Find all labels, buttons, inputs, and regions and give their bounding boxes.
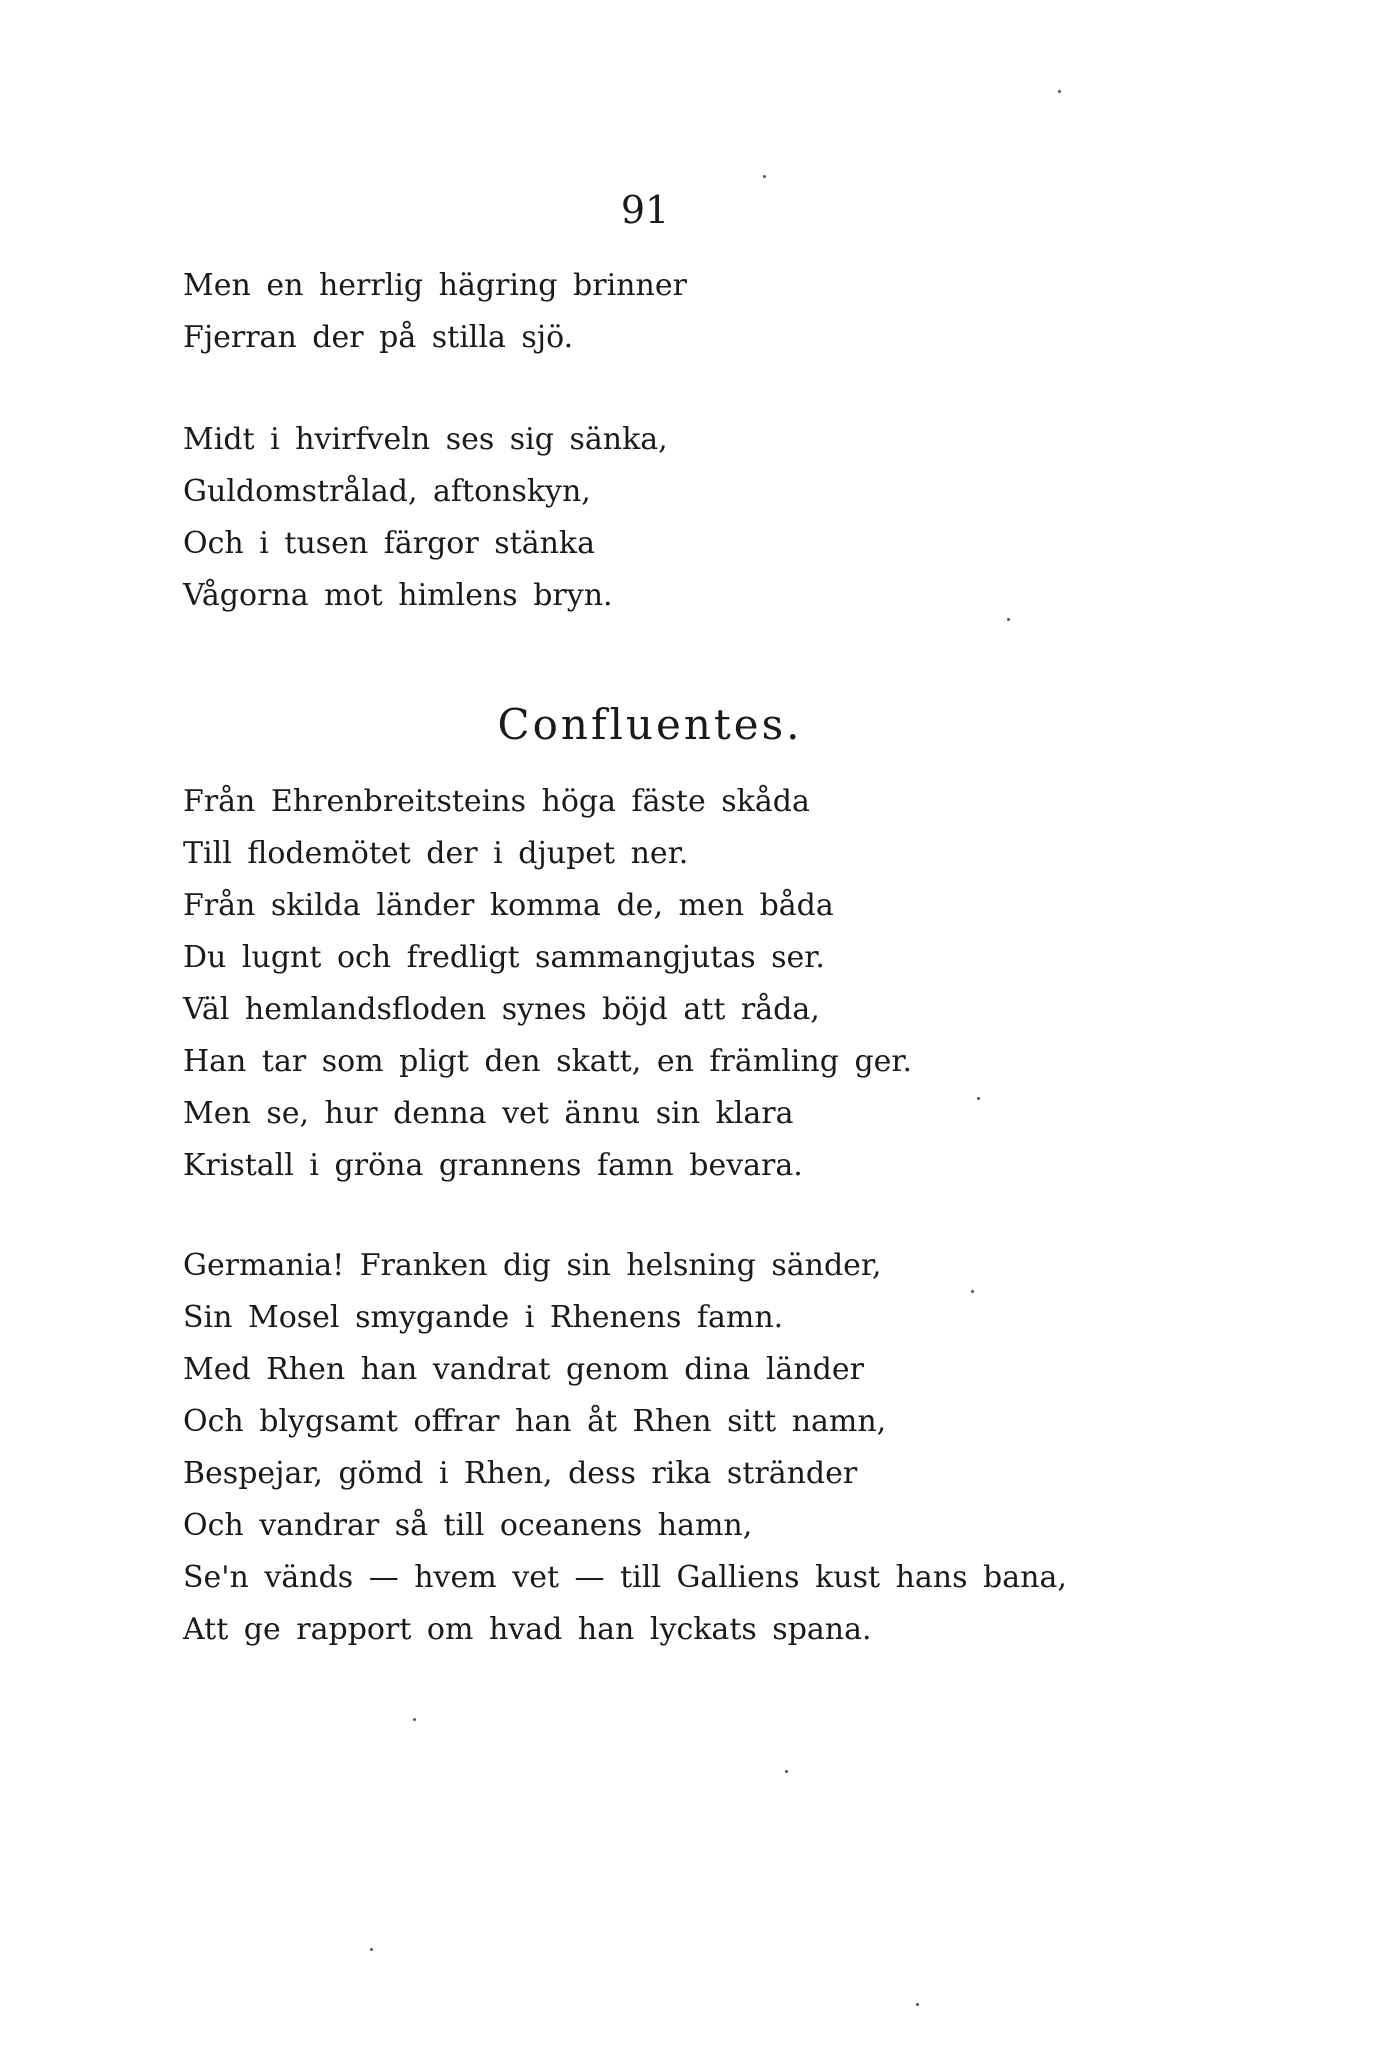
verse-line: Med Rhen han vandrat genom dina länder (183, 1352, 864, 1387)
verse-line: Germania! Franken dig sin helsning sänder, (183, 1248, 882, 1283)
verse-line: Fjerran der på stilla sjö. (183, 320, 574, 355)
stanza-3 (183, 776, 912, 1192)
poem-title: Confluentes. (497, 700, 803, 749)
verse-line: Sin Mosel smygande i Rhenens famn. (183, 1300, 784, 1335)
verse-line: Guldomstrålad, aftonskyn, (183, 474, 591, 509)
stanza-4 (183, 1240, 1067, 1656)
stanza-2 (183, 414, 668, 622)
verse-line: Du lugnt och fredligt sammangjutas ser. (183, 940, 825, 975)
verse-line: Men se, hur denna vet ännu sin klara (183, 1096, 794, 1131)
verse-line: Från skilda länder komma de, men båda (183, 888, 834, 923)
scan-speck (1058, 90, 1061, 93)
scan-speck (370, 1948, 373, 1951)
verse-line: Att ge rapport om hvad han lyckats spana. (183, 1612, 872, 1647)
scan-speck (977, 1097, 980, 1100)
verse-line: Och i tusen färgor stänka (183, 526, 595, 561)
stanza-1 (183, 260, 687, 364)
verse-line: Väl hemlandsfloden synes böjd att råda, (183, 992, 820, 1027)
scan-speck (1007, 618, 1010, 621)
verse-line: Och vandrar så till oceanens hamn, (183, 1508, 753, 1543)
scan-speck (413, 1718, 416, 1721)
verse-line: Och blygsamt offrar han åt Rhen sitt namn, (183, 1404, 887, 1439)
verse-line: Från Ehrenbreitsteins höga fäste skåda (183, 784, 810, 819)
verse-line: Se'n vänds — hvem vet — till Galliens kust hans bana, (183, 1560, 1067, 1595)
scan-speck (763, 175, 766, 178)
scan-speck (971, 1290, 974, 1293)
verse-line: Men en herrlig hägring brinner (183, 268, 687, 303)
verse-line: Bespejar, gömd i Rhen, dess rika stränder (183, 1456, 858, 1491)
page-number: 91 (620, 188, 670, 232)
scan-speck (916, 2003, 919, 2006)
verse-line: Till flodemötet der i djupet ner. (183, 836, 689, 871)
verse-line: Vågorna mot himlens bryn. (183, 578, 613, 613)
verse-line: Midt i hvirfveln ses sig sänka, (183, 422, 668, 457)
verse-line: Han tar som pligt den skatt, en främling ger. (183, 1044, 912, 1079)
verse-line: Kristall i gröna grannens famn bevara. (183, 1148, 803, 1183)
scan-speck (785, 1770, 788, 1773)
